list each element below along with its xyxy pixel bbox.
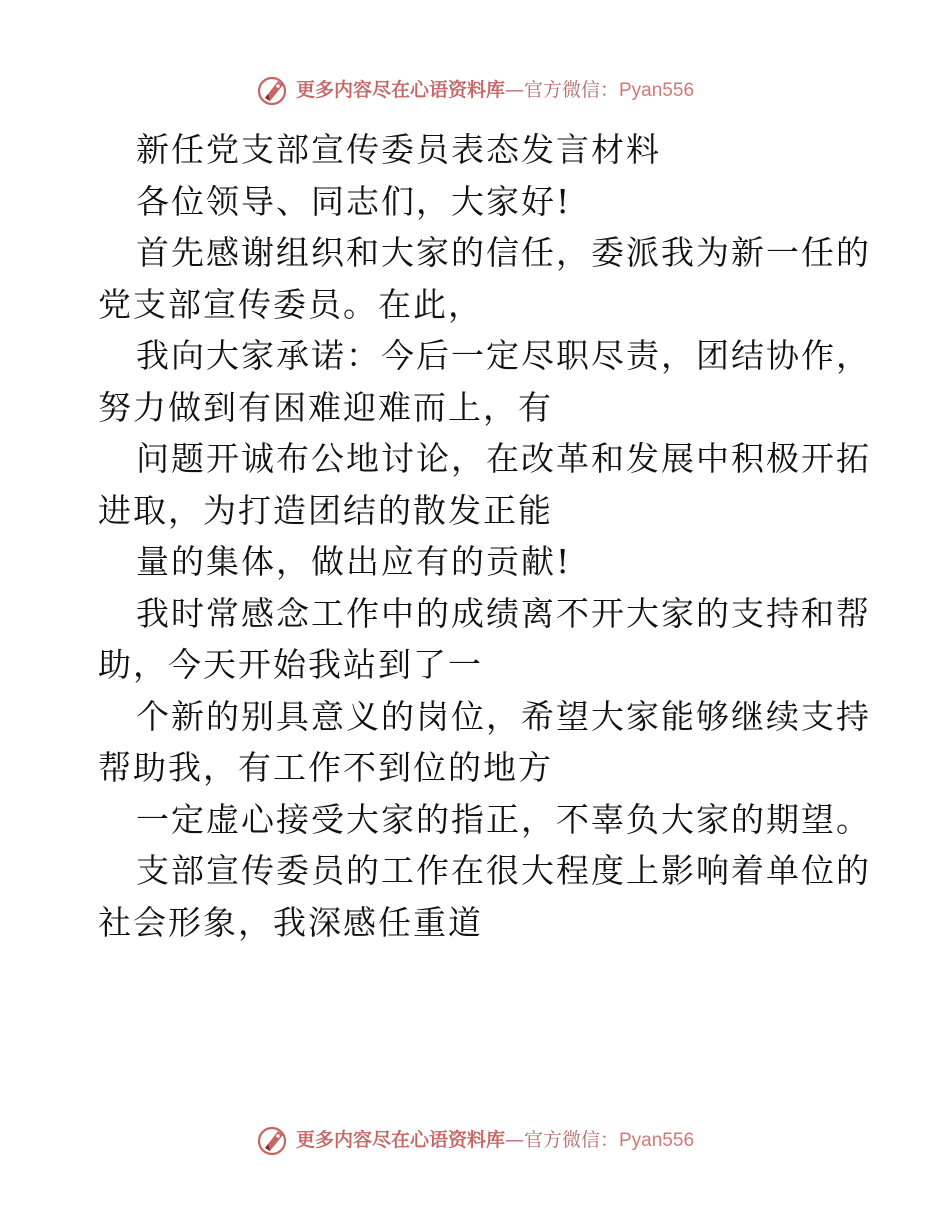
banner-site-text: 更多内容尽在心语资料库 — [295, 78, 505, 101]
paragraph-line: 进取，为打造团结的散发正能 — [98, 490, 553, 530]
paragraph-line: 各位领导、同志们，大家好! — [136, 181, 572, 221]
banner-wechat-label: 官方微信： — [523, 78, 619, 101]
paragraph — [98, 536, 858, 588]
paragraph-line: 首先感谢组织和大家的信任，委派我为新一任的 — [136, 233, 871, 272]
paragraph-line: 我向大家承诺：今后一定尽职尽责，团结协作， — [136, 336, 871, 375]
paragraph — [98, 588, 871, 691]
banner-wechat-label: 官方微信： — [523, 1128, 619, 1151]
paragraph — [98, 330, 871, 433]
paragraph-line: 问题开诚布公地讨论，在改革和发展中积极开拓 — [136, 439, 871, 478]
banner-separator: — — [504, 1128, 524, 1151]
banner-wechat-id: Pyan556 — [619, 79, 695, 101]
paragraph-line: 助，今天开始我站到了一 — [98, 645, 483, 684]
paragraph-line: 党支部宣传委员。在此， — [98, 284, 483, 324]
paragraph — [98, 794, 871, 846]
paragraph — [98, 227, 871, 330]
paragraph — [98, 433, 871, 536]
paragraph-line: 帮助我，有工作不到位的地方 — [98, 748, 553, 787]
paragraph-line: 一定虚心接受大家的指正，不辜负大家的期望。 — [136, 799, 871, 839]
paragraph-line: 努力做到有困难迎难而上，有 — [98, 387, 553, 427]
paragraph-line: 个新的别具意义的岗位，希望大家能够继续支持 — [136, 696, 871, 736]
paragraph — [98, 691, 871, 794]
paragraph-line: 支部宣传委员的工作在很大程度上影响着单位的 — [136, 851, 871, 890]
banner-text — [296, 1120, 694, 1161]
paragraph — [98, 845, 871, 948]
header-banner — [0, 70, 950, 110]
banner-text — [296, 70, 694, 111]
red-pen-nib-logo-icon — [256, 73, 290, 107]
banner-separator: — — [504, 78, 524, 101]
document-body — [98, 124, 871, 948]
red-pen-nib-logo-icon — [256, 1123, 290, 1157]
paragraph — [98, 176, 858, 228]
paragraph-line: 量的集体，做出应有的贡献! — [136, 542, 572, 581]
banner-site-text: 更多内容尽在心语资料库 — [295, 1128, 505, 1151]
paragraph-line: 社会形象，我深感任重道 — [98, 902, 483, 942]
banner-wechat-id: Pyan556 — [619, 1129, 695, 1151]
document-title: 新任党支部宣传委员表态发言材料 — [136, 130, 661, 169]
footer-banner — [0, 1120, 950, 1160]
paragraph-line: 我时常感念工作中的成绩离不开大家的支持和帮 — [136, 593, 871, 633]
